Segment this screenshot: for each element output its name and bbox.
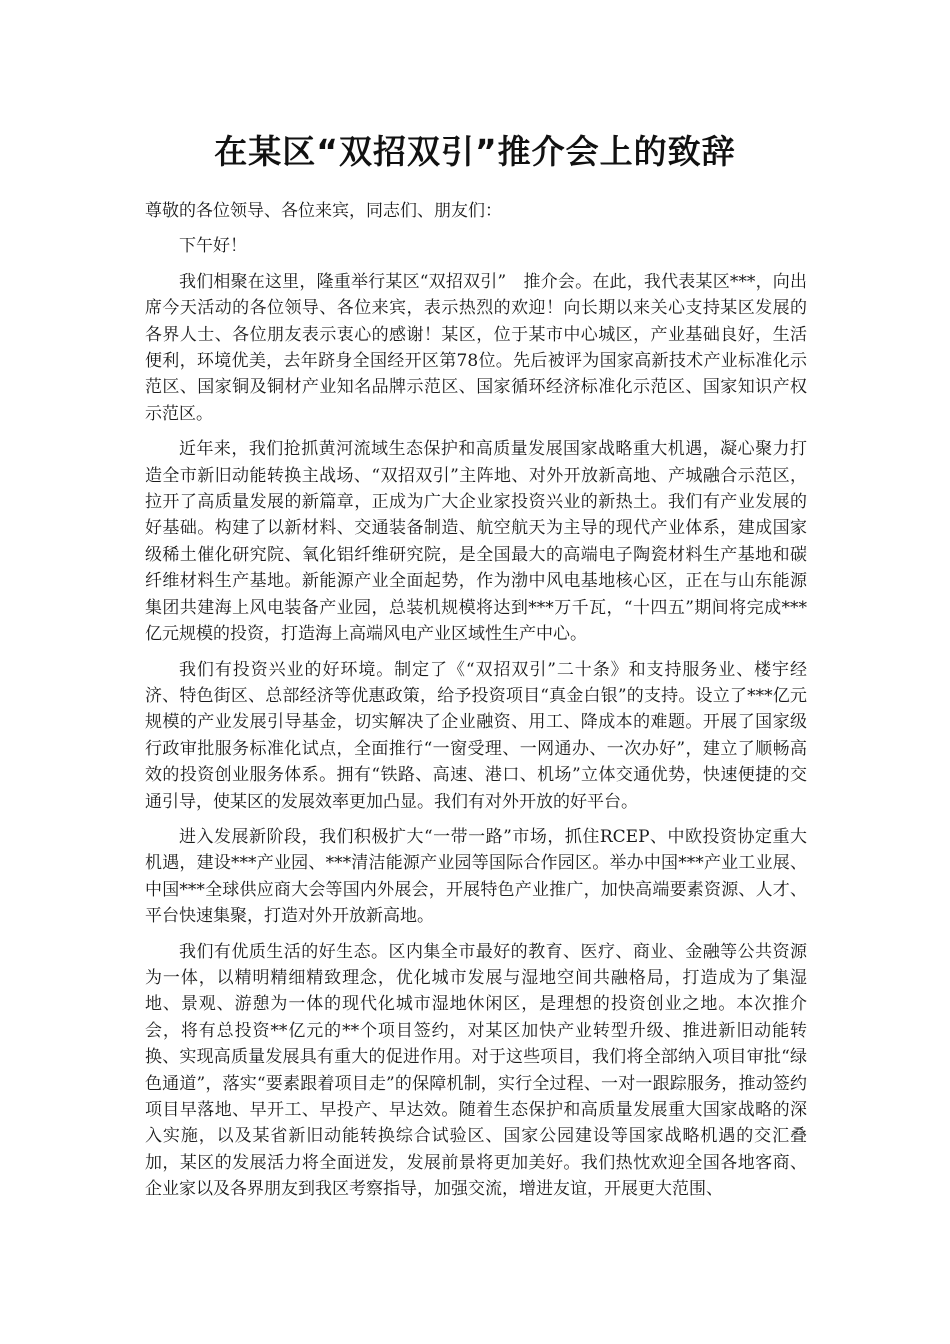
paragraph-4: 进入发展新阶段，我们积极扩大“一带一路”市场，抓住RCEP、中欧投资协定重大机遇，建设***产业园、***清洁能源产业园等国际合作园区。举办中国***产业工业展、中国***全球供应商大会等国内外展会，开展特色产业推广，加快高端要素资源、人才、平台快速集聚，打造对外开放新高地。 — [145, 826, 807, 927]
paragraph-1: 我们相聚在这里，隆重举行某区“双招双引” 推介会。在此，我代表某区***，向出席今天活动的各位领导、各位来宾，表示热烈的欢迎！向长期以来关心支持某区发展的各界人士、各位朋友表示衷心的感谢！某区，位于某市中心城区，产业基础良好，生活便利，环境优美，去年跻身全国经开区第78位。先后被评为国家高新技术产业标准化示范区、国家铜及铜材产业知名品牌示范区、国家循环经济标准化示范区、国家知识产权示范区。 — [145, 271, 807, 424]
document-body — [145, 198, 807, 1203]
paragraph-3: 我们有投资兴业的好环境。制定了《“双招双引”二十条》和支持服务业、楼宇经济、特色街区、总部经济等优惠政策，给予投资项目“真金白银”的支持。设立了***亿元规模的产业发展引导基金，切实解决了企业融资、用工、降成本的难题。开展了国家级行政审批服务标准化试点，全面推行“一窗受理、一网通办、一次办好”，建立了顺畅高效的投资创业服务体系。拥有“铁路、高速、港口、机场”立体交通优势，快速便捷的交通引导，使某区的发展效率更加凸显。我们有对外开放的好平台。 — [145, 659, 807, 812]
paragraph-2: 近年来，我们抢抓黄河流域生态保护和高质量发展国家战略重大机遇，凝心聚力打造全市新旧动能转换主战场、“双招双引”主阵地、对外开放新高地、产城融合示范区，拉开了高质量发展的新篇章，正成为广大企业家投资兴业的新热土。我们有产业发展的好基础。构建了以新材料、交通装备制造、航空航天为主导的现代产业体系，建成国家级稀土催化研究院、氧化铝纤维研究院，是全国最大的高端电子陶瓷材料生产基地和碳纤维材料生产基地。新能源产业全面起势，作为渤中风电基地核心区，正在与山东能源集团共建海上风电装备产业园，总装机规模将达到***万千瓦，“十四五”期间将完成***亿元规模的投资，打造海上高端风电产业区域性生产中心。 — [145, 439, 807, 645]
salutation: 尊敬的各位领导、各位来宾，同志们、朋友们： — [145, 201, 502, 221]
paragraph-5: 我们有优质生活的好生态。区内集全市最好的教育、医疗、商业、金融等公共资源为一体，以精明精细精致理念，优化城市发展与湿地空间共融格局，打造成为了集湿地、景观、游憩为一体的现代化城市湿地休闲区，是理想的投资创业之地。本次推介会，将有总投资**亿元的**个项目签约，对某区加快产业转型升级、推进新旧动能转换、实现高质量发展具有重大的促进作用。对于这些项目，我们将全部纳入项目审批“绿色通道”，落实“要素跟着项目走”的保障机制，实行全过程、一对一跟踪服务，推动签约项目早落地、早开工、早投产、早达效。随着生态保护和高质量发展重大国家战略的深入实施，以及某省新旧动能转换综合试验区、国家公园建设等国家战略机遇的交汇叠加，某区的发展活力将全面迸发，发展前景将更加美好。我们热忱欢迎全国各地客商、企业家以及各界朋友到我区考察指导，加强交流，增进友谊，开展更大范围、 — [145, 941, 807, 1200]
document-title: 在某区“双招双引”推介会上的致辞 — [214, 132, 736, 171]
greeting: 下午好！ — [179, 236, 247, 257]
